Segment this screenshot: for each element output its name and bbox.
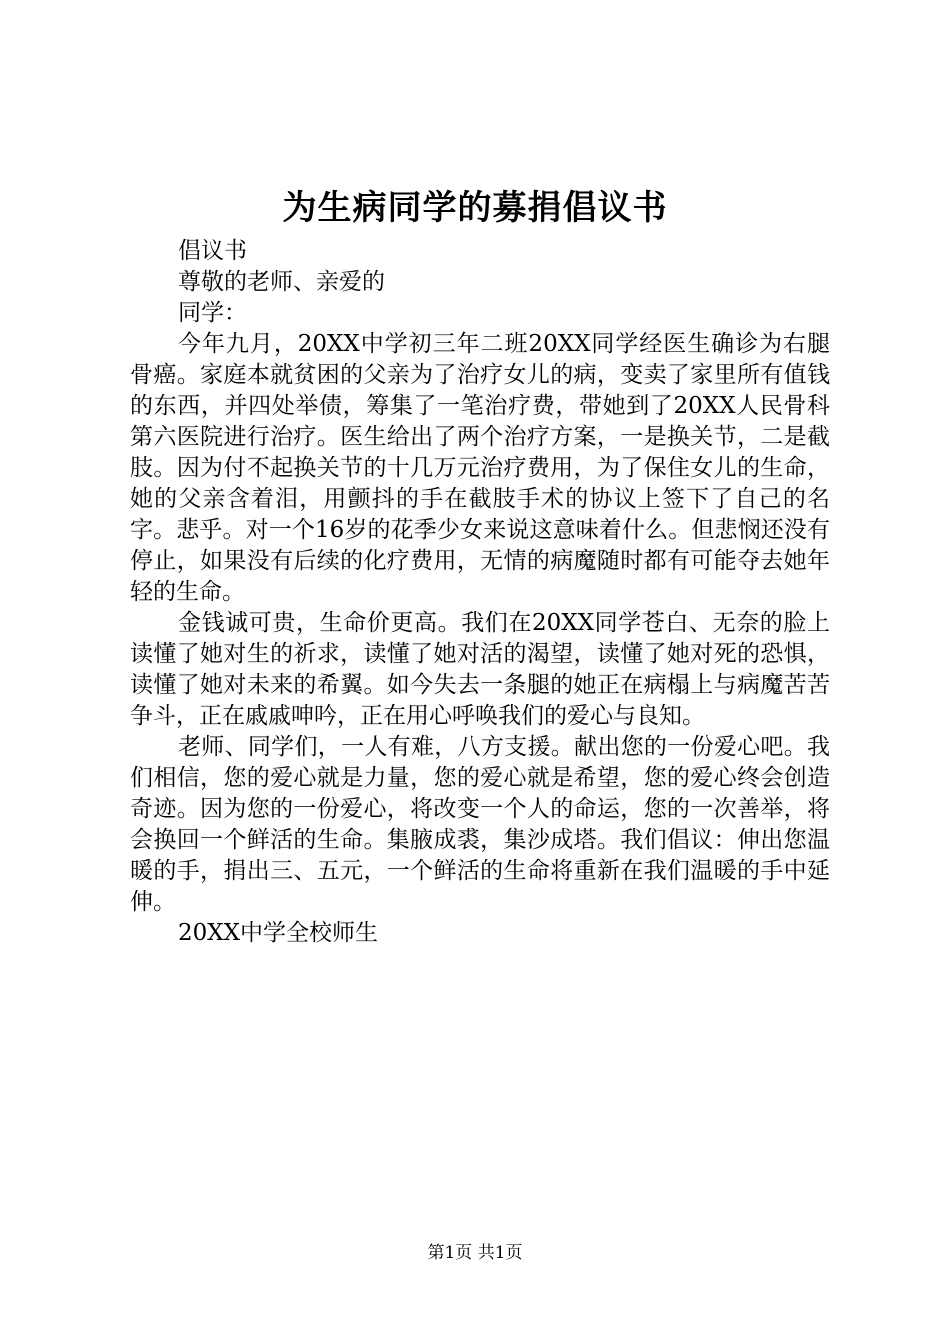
document-body [130,236,830,949]
salutation-line-1: 尊敬的老师、亲爱的 [178,269,385,295]
heading-line: 倡议书 [178,238,247,264]
salutation-line-2: 同学： [178,300,247,326]
paragraph-3: 老师、同学们，一人有难，八方支援。献出您的一份爱心吧。我们相信，您的爱心就是力量，您的爱心就是希望，您的爱心终会创造奇迹。因为您的一份爱心，将改变一个人的命运，您的一次善举，将会换回一个鲜活的生命。集腋成裘，集沙成塔。我们倡议：伸出您温暖的手，捐出三、五元，一个鲜活的生命将重新在我们温暖的手中延伸。 [130,734,830,915]
document-title: 为生病同学的募捐倡议书 [282,188,668,228]
signature-line: 20XX中学全校师生 [178,920,379,946]
paragraph-1: 今年九月，20XX中学初三年二班20XX同学经医生确诊为右腿骨癌。家庭本就贫困的父亲为了治疗女儿的病，变卖了家里所有值钱的东西，并四处举债，筹集了一笔治疗费，带她到了20XX人民骨科第六医院进行治疗。医生给出了两个治疗方案，一是换关节，二是截肢。因为付不起换关节的十几万元治疗费用，为了保住女儿的生命，她的父亲含着泪，用颤抖的手在截肢手术的协议上签下了自己的名字。悲乎。对一个16岁的花季少女来说这意味着什么。但悲悯还没有停止，如果没有后续的化疗费用，无情的病魔随时都有可能夺去她年轻的生命。 [130,331,830,605]
page-footer: 第1页 共1页 [427,1243,523,1263]
paragraph-2: 金钱诚可贵，生命价更高。我们在20XX同学苍白、无奈的脸上读懂了她对生的祈求，读懂了她对活的渴望，读懂了她对死的恐惧，读懂了她对未来的希翼。如今失去一条腿的她正在病榻上与病魔苦苦争斗，正在戚戚呻吟，正在用心呼唤我们的爱心与良知。 [130,610,830,729]
